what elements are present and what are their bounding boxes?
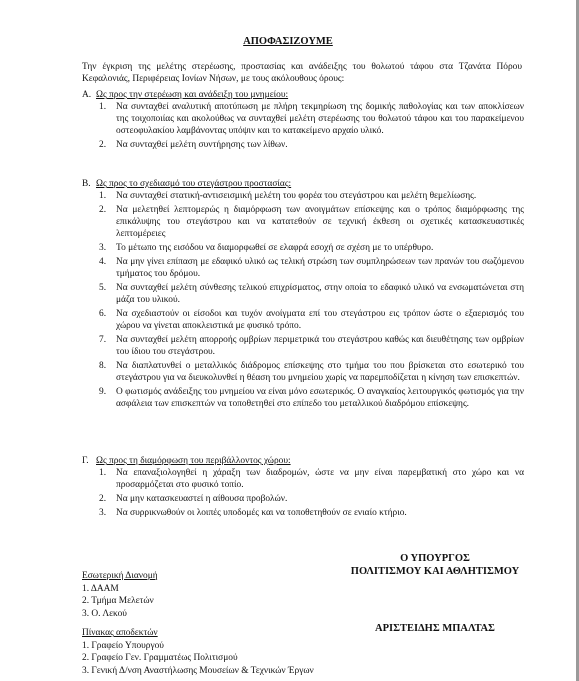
section-c-list	[82, 467, 524, 519]
list-item: 2. Να συνταχθεί μελέτη συντήρησης των λίθων.	[99, 140, 288, 150]
signature-name: ΑΡΙΣΤΕΙΔΗΣ ΜΠΑΛΤΑΣ	[375, 623, 495, 634]
list-item: 2. Να μελετηθεί λεπτομερώς η διαμόρφωση των ανοιγμάτων επίσκεψης και ο τρόπος διαμόρφωσης της επικάλυψης του στεγάστρου και να κατατεθούν σε τεχνική έκθεση οι σχετικές κατασκευαστικές λεπτομέρειες	[99, 205, 524, 239]
section-c	[82, 455, 524, 521]
section-title: Β. Ως προς το σχεδιασμό του στεγάστρου προστασίας:	[82, 179, 292, 189]
section-a-list	[82, 101, 524, 151]
list-item: 3. Γενική Δ/νση Αναστήλωσης Μουσείων & Τεχνικών Έργων	[82, 665, 314, 676]
list-item: 5. Να συνταχθεί μελέτη σύνθεσης τελικού επιχρίσματος, στην οποία το εδαφικό υλικό να ενσωματώνεται στη μάζα του υλικού.	[99, 283, 524, 305]
list-item: 4. Να μην γίνει επίπαση με εδαφικό υλικό ως τελική στρώση των συμπληρώσεων των πρανών του σωζόμενου τμήματος του δρόμου.	[99, 257, 524, 279]
list-item: 8. Να διαπλατυνθεί ο μεταλλικός διάδρομος επίσκεψης στο τμήμα του που βρίσκεται στο εσωτερικό του στεγάστρου για να διευκολυνθεί η θέαση του μνημείου χωρίς να παρεμποδίζεται η κίνηση των επισκεπτών.	[99, 361, 524, 383]
list-item: 3. Ο. Λεκού	[82, 608, 127, 619]
signature-line-2: ΠΟΛΙΤΙΣΜΟΥ ΚΑΙ ΑΘΛΗΤΙΣΜΟΥ	[350, 566, 520, 577]
list-item: 7. Να συνταχθεί μελέτη απορροής ομβρίων περιμετρικά του στεγάστρου καθώς και διευθέτησης των ομβρίων του ίδιου του στεγάστρου.	[99, 335, 524, 357]
section-title: Γ. Ως προς τη διαμόρφωση του περιβάλλοντος χώρου:	[82, 456, 291, 466]
section-a	[82, 89, 524, 153]
list-item: 2. Να μην κατασκευαστεί η αίθουσα προβολών.	[99, 494, 288, 504]
recipients-title: Πίνακας αποδεκτών	[82, 628, 158, 638]
section-b-list	[82, 190, 524, 410]
list-item: 2. Γραφείο Γεν. Γραμματέως Πολιτισμού	[82, 653, 238, 663]
list-item: 1. ΔΑΑΜ	[82, 583, 119, 594]
signature-line-1: Ο ΥΠΟΥΡΓΟΣ	[400, 553, 470, 564]
intro-paragraph: Την έγκριση της μελέτης στερέωσης, προστασίας και ανάδειξης του θολωτού τάφου στα Τζανάτα Πόρου Κεφαλονιάς, Περιφέρειας Ιονίων Νήσων, με τους ακόλουθους όρους:	[82, 62, 522, 84]
list-item: 2. Τμήμα Μελετών	[82, 596, 154, 606]
list-item: 3. Το μέτωπο της εισόδου να διαμορφωθεί σε ελαφρά εσοχή σε σχέση με το υπέρθυρο.	[99, 243, 434, 253]
section-b	[82, 178, 524, 412]
internal-distribution	[82, 570, 382, 620]
list-item: 1. Να επαναξιολογηθεί η χάραξη των διαδρομών, ώστε να μην είναι παρεμβατική στο χώρο και να προσαρμόζεται στο φυσικό τοπίο.	[99, 468, 524, 490]
section-title: Α. Ως προς την στερέωση και ανάδειξη του μνημείου:	[82, 90, 289, 100]
recipients-table	[82, 627, 382, 677]
list-item: 1. Να συνταχθεί αναλυτική αποτύπωση με πλήρη τεκμηρίωση της δομικής παθολογίας και των αποκλίσεων της τοιχοποιίας και ακολούθως να συνταχθεί μελέτη στερέωσης του θολωτού τάφου και του παρακείμενου οστεοφυλακίου λαμβάνοντας υπόψιν και το κατακείμενο αρχαίο υλικό.	[99, 102, 524, 136]
decision-heading: ΑΠΟΦΑΣΙΖΟΥΜΕ	[243, 36, 333, 47]
internal-distribution-title: Εσωτερική Διανομή	[82, 571, 158, 581]
list-item: 3. Να συρρικνωθούν οι λοιπές υποδομές και να τοποθετηθούν σε ενιαίο κτήριο.	[99, 508, 407, 518]
list-item: 1. Να συνταχθεί στατική-αντισεισμική μελέτη του φορέα του στεγάστρου και μελέτη θεμελίωσης.	[99, 191, 477, 201]
list-item: 1. Γραφείο Υπουργού	[82, 640, 164, 651]
list-item: 9. Ο φωτισμός ανάδειξης του μνημείου να είναι μόνο εσωτερικός. Ο αναγκαίος λειτουργικός φωτισμός για την ασφάλεια των επισκεπτών να τοποθετηθεί στο επίπεδο του μεταλλικού διαδρόμου επίσκεψης.	[99, 387, 524, 409]
list-item: 6. Να σχεδιαστούν οι είσοδοι και τυχόν ανοίγματα επί του στεγάστρου εις τρόπον ώστε ο εξαερισμός του χώρου να γίνεται αποκλειστικά με φυσικό τρόπο.	[99, 309, 524, 331]
